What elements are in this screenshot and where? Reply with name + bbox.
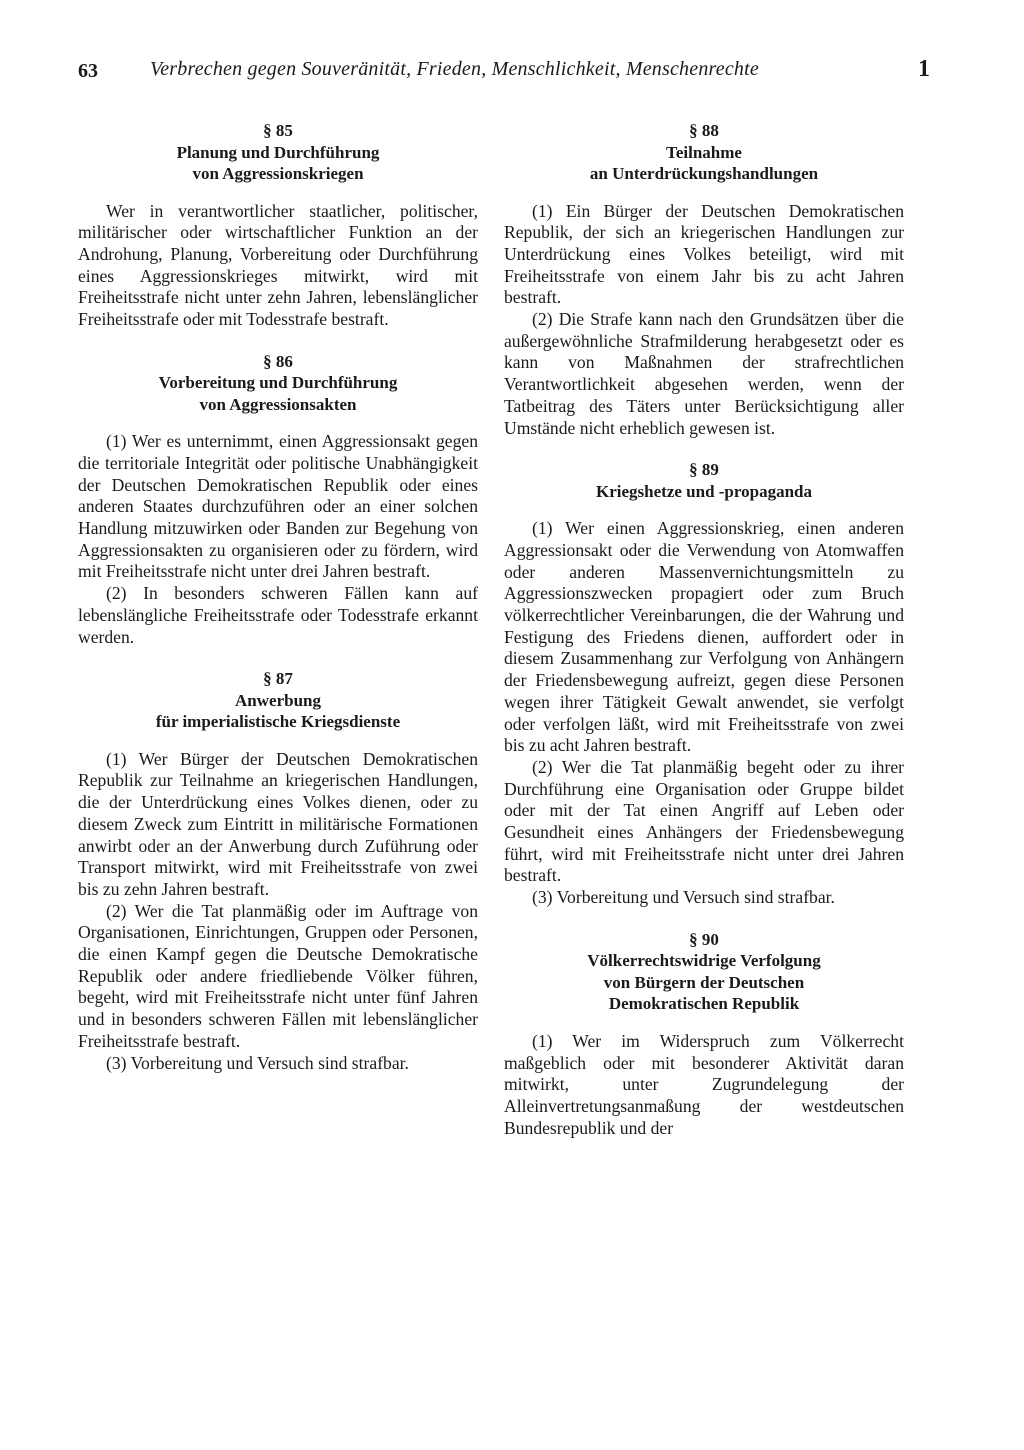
section-title-line: an Unterdrückungshandlungen — [589, 164, 819, 183]
section-87-paragraph-1: (1) Wer Bürger der Deutschen Demokratischen Republik zur Teilnahme an kriegerischen Handlungen, die der Unterdrückung eines Volkes dienen, oder zu diesem Zweck zum Eintritt in militärische Formationen anwirbt oder an der Anwerbung durch Zuführung oder Transport mitwirkt, wird mit Freiheitsstrafe von zwei bis zu zehn Jahren bestraft. — [78, 748, 478, 899]
section-87-paragraph-2: (2) Wer die Tat planmäßig oder im Auftrage von Organisationen, Einrichtungen, Gruppen oder Personen, die einen Kampf gegen die Deutsche Demokratische Republik oder andere friedliebende Völker führen, begeht, wird mit Freiheitsstrafe nicht unter fünf Jahren und in besonders schweren Fällen mit lebenslänglicher Freiheitsstrafe bestraft. — [78, 900, 478, 1051]
section-title-line: Vorbereitung und Durchführung — [158, 373, 398, 393]
section-87-heading — [78, 668, 478, 733]
section-title-line: Völkerrechtswidrige Verfolgung — [587, 951, 821, 971]
section-89-heading — [504, 459, 904, 502]
section-number: § 90 — [689, 929, 719, 949]
section-title-line: für imperialistische Kriegsdienste — [155, 712, 401, 732]
section-title-line: Teilnahme — [666, 142, 742, 162]
section-86-paragraph-1: (1) Wer es unternimmt, einen Aggressionsakt gegen die territoriale Integrität oder politische Unabhängigkeit der Deutschen Demokratischen Republik oder eines anderen Staates durchzuführen oder an einer solchen Handlung mitzuwirken oder Banden zur Begehung von Aggressionsakten zu organisieren oder zu fördern, wird mit Freiheitsstrafe nicht unter drei Jahren bestraft. — [78, 431, 478, 582]
left-column — [78, 120, 478, 1074]
section-87-paragraph-3: (3) Vorbereitung und Versuch sind strafbar. — [106, 1052, 409, 1073]
section-number: § 89 — [689, 460, 719, 480]
section-title-line: Demokratischen Republik — [608, 994, 800, 1014]
section-89-paragraph-2: (2) Wer die Tat planmäßig begeht oder zu ihrer Durchführung eine Organisation oder Gruppe bildet oder mit der Tat einen Angriff auf Leben oder Gesundheit eines Anhängers der Friedensbewegung führt, wird mit Freiheitsstrafe nicht unter drei Jahren bestraft. — [504, 756, 904, 886]
section-85-heading — [78, 120, 478, 185]
section-89-paragraph-3: (3) Vorbereitung und Versuch sind strafbar. — [532, 887, 835, 908]
section-title-line: Planung und Durchführung — [176, 142, 380, 162]
section-title-line: von Bürgern der Deutschen — [603, 972, 805, 992]
running-title: Verbrechen gegen Souveränität, Frieden, Menschlichkeit, Menschenrechte — [150, 58, 759, 80]
section-90-paragraph-1: (1) Wer im Widerspruch zum Völkerrecht maßgeblich oder mit besonderer Aktivität daran mitwirkt, unter Zugrundelegung der Alleinvertretungsanmaßung der westdeutschen Bundesrepublik und der — [504, 1030, 904, 1138]
section-title-line: Kriegshetze und -propaganda — [596, 481, 812, 501]
section-title-line: von Aggressionskriegen — [192, 164, 364, 183]
section-90-heading — [504, 929, 904, 1015]
section-86-heading — [78, 351, 478, 416]
section-title-line: von Aggressionsakten — [199, 394, 357, 414]
right-column — [504, 120, 904, 1139]
section-number: § 86 — [263, 351, 293, 371]
section-88-paragraph-1: (1) Ein Bürger der Deutschen Demokratischen Republik, der sich an kriegerischen Handlungen zur Unterdrückung eines Volkes beteiligt, wird mit Freiheitsstrafe von einem Jahr bis zu acht Jahren bestraft. — [504, 200, 904, 308]
page-header — [78, 56, 930, 88]
page-number: 63 — [78, 60, 98, 82]
section-88-heading — [504, 120, 904, 185]
section-85-paragraph: Wer in verantwortlicher staatlicher, politischer, militärischer oder wirtschaftlicher Funktion an der Androhung, Planung, Vorbereitung oder Durchführung eines Aggressionskrieges mitwirkt, wird mit Freiheitsstrafe nicht unter zehn Jahren, lebenslänglicher Freiheitsstrafe oder mit Todesstrafe bestraft. — [78, 200, 478, 330]
section-number: § 85 — [263, 121, 293, 140]
section-number: § 88 — [689, 121, 719, 140]
section-number: § 87 — [263, 669, 293, 689]
section-title-line: Anwerbung — [235, 690, 321, 710]
section-88-paragraph-2: (2) Die Strafe kann nach den Grundsätzen über die außergewöhnliche Strafmilderung herabgesetzt oder es kann von Maßnahmen der strafrechtlichen Verantwortlichkeit abgesehen werden, wenn der Tatbeitrag des Täters unter Berücksichtigung aller Umstände nicht erheblich gewesen ist. — [504, 309, 904, 438]
section-86-paragraph-2: (2) In besonders schweren Fällen kann auf lebenslängliche Freiheitsstrafe oder Todesstrafe erkannt werden. — [78, 583, 478, 647]
chapter-number: 1 — [918, 56, 930, 82]
section-89-paragraph-1: (1) Wer einen Aggressionskrieg, einen anderen Aggressionsakt oder die Verwendung von Atomwaffen oder anderen Massenvernichtungsmitteln zu Aggressionszwecken propagiert oder zum Bruch völkerrechtlicher Vereinbarungen, die der Wahrung und Festigung des Friedens dienen, auffordert oder in diesem Zusammenhang zur Verfolgung von Anhängern der Friedensbewegung aufreizt, gegen diese Personen wegen ihrer Tätigkeit Gewalt anwendet, sie verfolgt oder verfolgen läßt, wird mit Freiheitsstrafe von zwei bis zu acht Jahren bestraft. — [504, 518, 904, 756]
